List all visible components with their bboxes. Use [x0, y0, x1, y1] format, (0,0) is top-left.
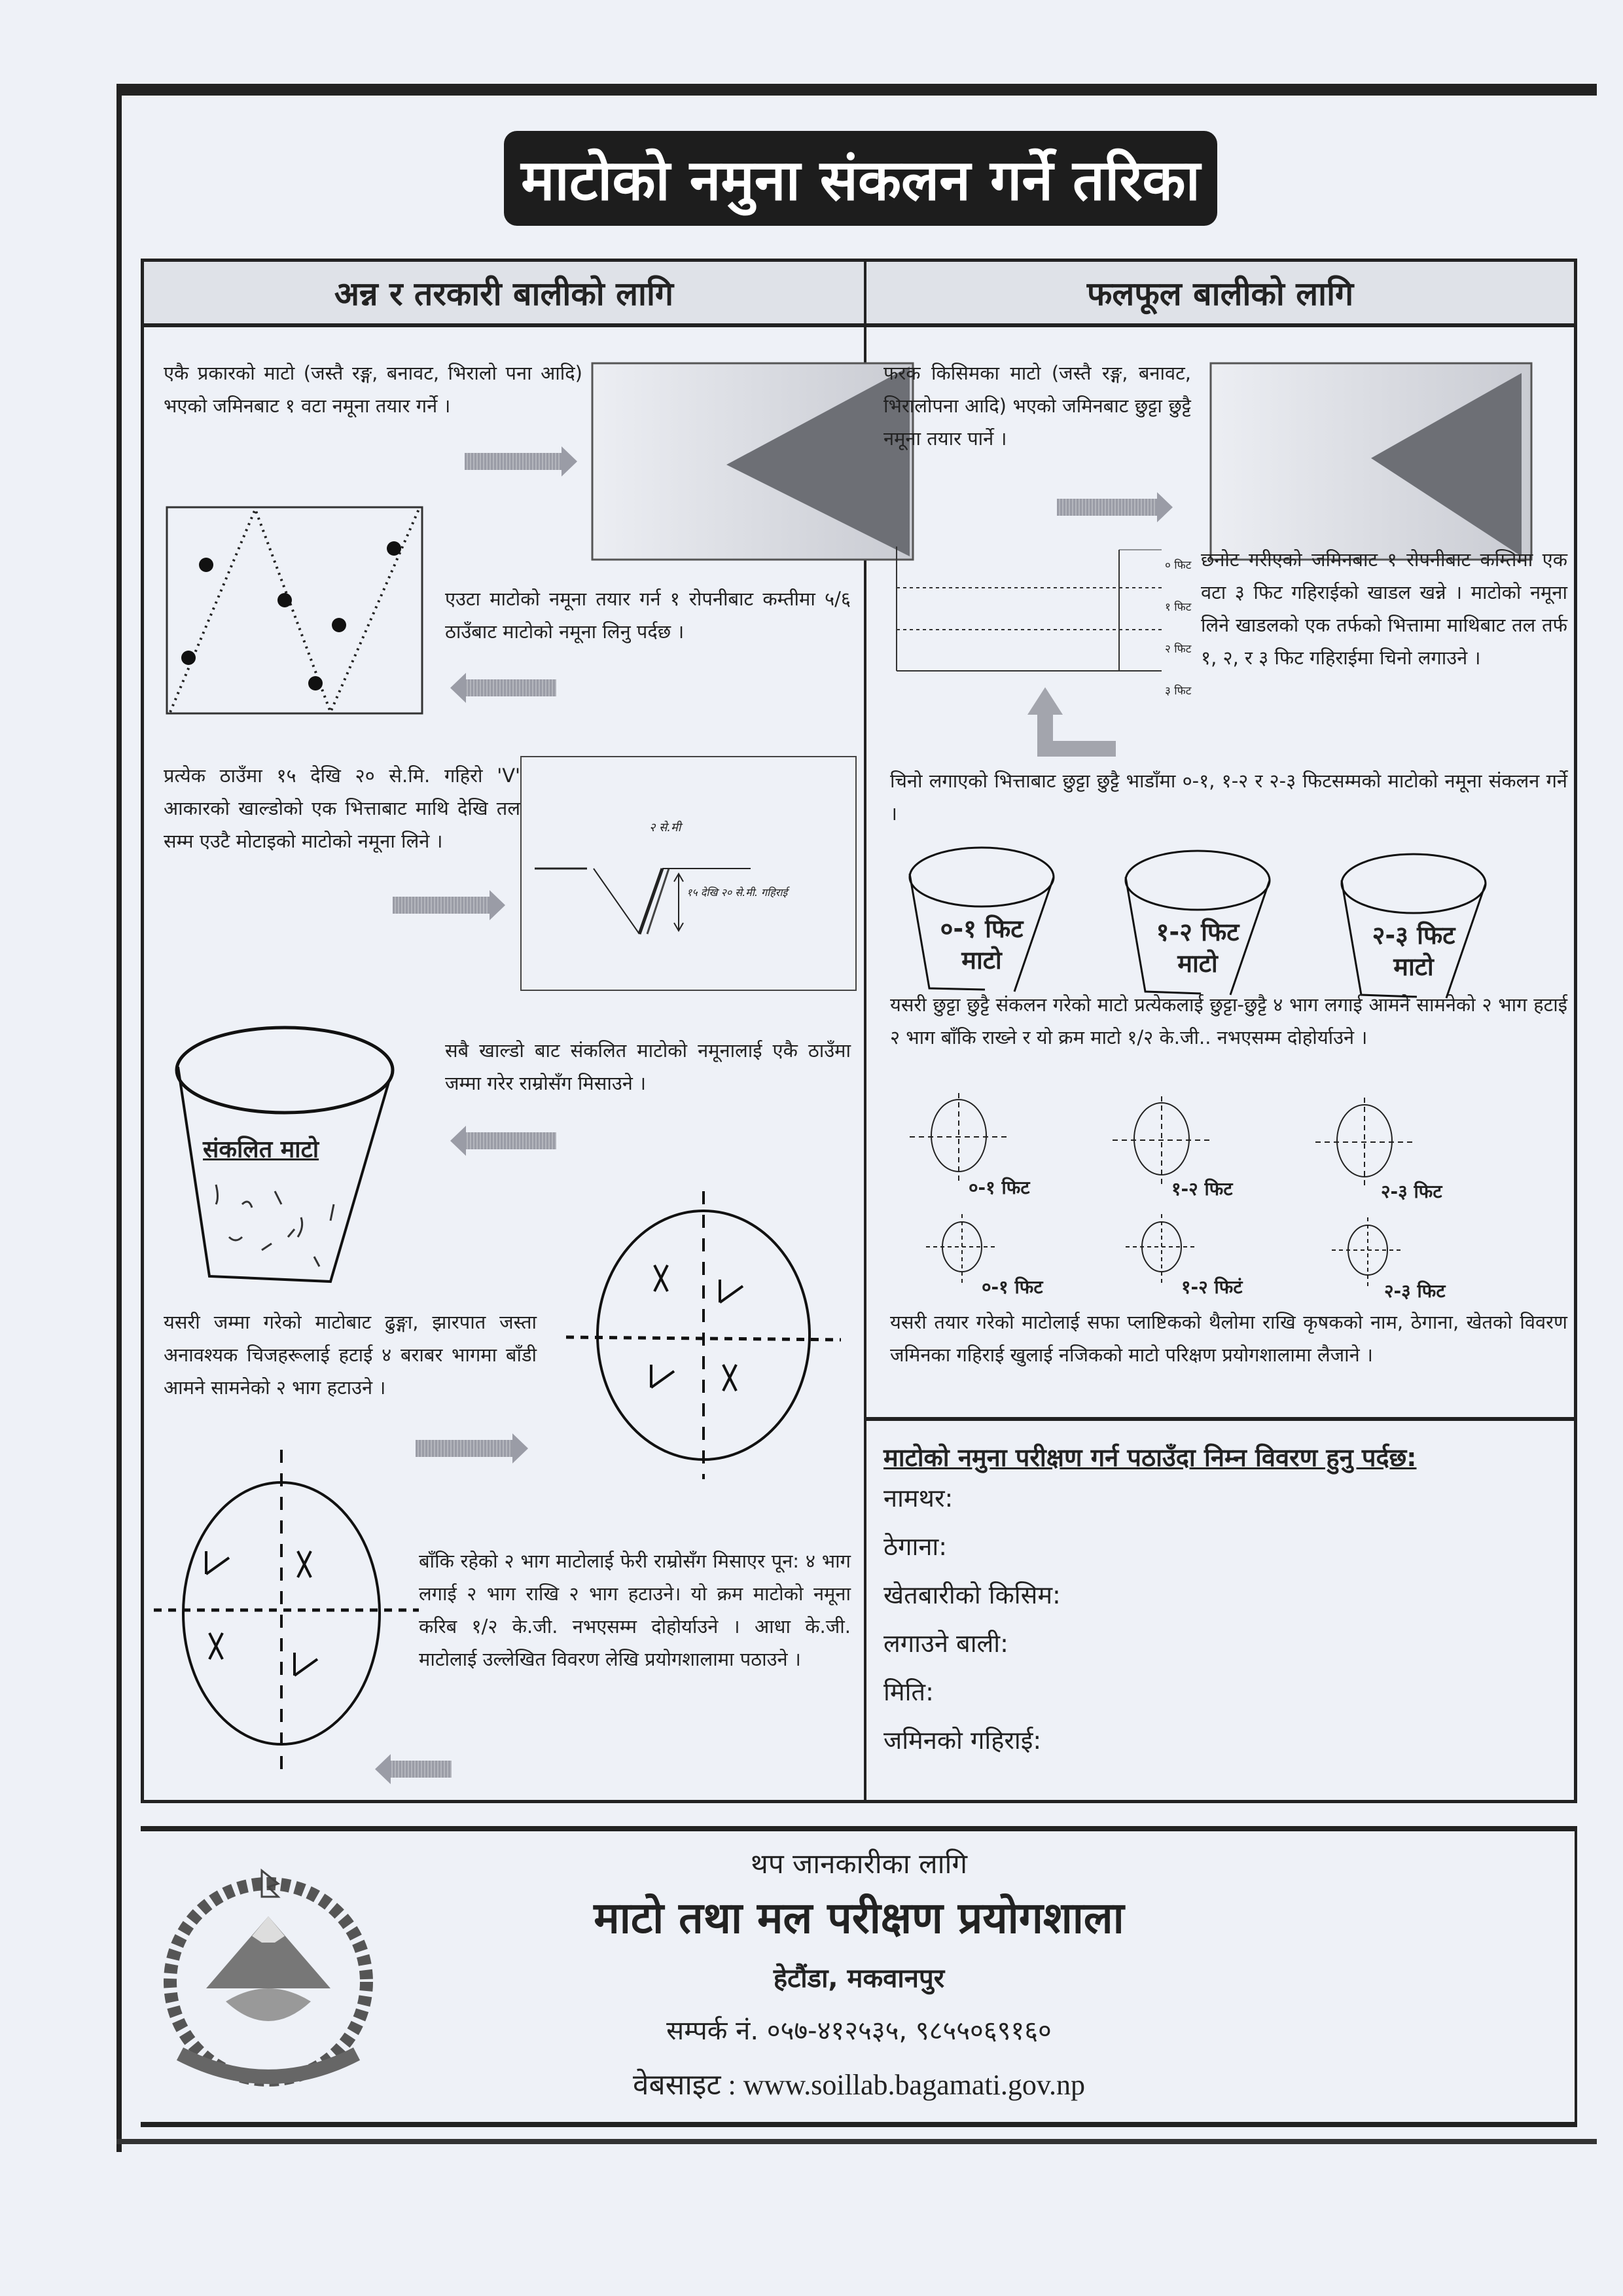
- bucket-label: संकलित माटो: [203, 1136, 319, 1163]
- field-address: ठेगाना:: [883, 1532, 948, 1561]
- field-date: मिति:: [883, 1677, 934, 1706]
- right-step-5: यसरी तयार गरेको माटोलाई सफा प्लाष्टिकको थैलोमा राखि कृषकको नाम, ठेगाना, खेतको विवरण जमिनका गहिराई खुलाई नजिकको माटो परिक्षण प्रयोगशालामा लैजाने ।: [890, 1311, 1567, 1366]
- depth-label-1: १ फिट: [1165, 601, 1192, 614]
- left-step-6: बाँकि रहेको २ भाग माटोलाई फेरी राम्रोसँग मिसाएर पून: ४ भाग लगाई २ भाग राखि २ भाग हटाउने। यो क्रम माटोको नमूना करिब १/२ के.जी. नभएसम्म दोहोर्याउने । आधा के.जी. माटोलाई उल्लेखित विवरण लेखि प्रयोगशालामा पठाउने ।: [419, 1550, 851, 1670]
- v-notch-depth-label: १५ देखि २० से.मी. गहिराई: [687, 886, 788, 899]
- quarter-label: २-३ फिट: [1384, 1280, 1446, 1302]
- field-land-type: खेतबारीको किसिम:: [883, 1581, 1061, 1609]
- main-panel: [141, 259, 1577, 1803]
- pit-depth-labels: [1165, 545, 1191, 712]
- arrow-right-icon: [1057, 499, 1158, 516]
- cup-word: माटो: [1393, 952, 1434, 981]
- left-step-2: एउटा माटोको नमूना तयार गर्न १ रोपनीबाट कम्तीमा ५/६ ठाउँबाट माटोको नमूना लिनु पर्दछ ।: [445, 588, 851, 643]
- page-title: माटोको नमुना संकलन गर्ने तरिका: [504, 131, 1217, 226]
- cup-2-3: [1348, 920, 1479, 982]
- arrow-left-icon: [389, 1761, 452, 1778]
- form-title: माटोको नमुना परीक्षण गर्न पठाउँदा निम्न विवरण हुनु पर्दछ:: [883, 1443, 1417, 1472]
- sample-point: [277, 593, 292, 607]
- arrow-left-icon: [465, 1132, 556, 1149]
- quarter-label: २-३ फिट: [1381, 1181, 1442, 1202]
- depth-label-3: ३ फिट: [1165, 685, 1192, 698]
- cup-range: २-३ फिट: [1372, 921, 1455, 950]
- quarter-label: १-२ फिटं: [1181, 1276, 1243, 1298]
- sample-point: [308, 676, 323, 691]
- arrow-up-icon: [1027, 687, 1119, 759]
- cup-1-2: [1132, 916, 1263, 979]
- lab-website[interactable]: वेबसाइट : www.soillab.bagamati.gov.np: [633, 2069, 1085, 2101]
- zigzag-sampling-diagram: [164, 504, 425, 720]
- right-step-3: चिनो लगाएको भित्ताबाट छुट्टा छुट्टै भाडाँमा ०-१, १-२ र २-३ फिटसम्मको माटोको नमूना संकलन गर्ने ।: [890, 770, 1567, 825]
- sample-point: [181, 651, 196, 665]
- left-step-3: प्रत्येक ठाउँमा १५ देखि २० से.मि. गहिरो 'V' आकारको खाल्डोको एक भित्ताबाट माथि देखि तल सम्म एउटै मोटाइको माटोको नमूना लिने ।: [164, 764, 520, 852]
- quartering-diagram-repeat: [151, 1446, 425, 1774]
- v-notch-width-label: २ से.मी: [649, 821, 681, 834]
- field-depth: जमिनको गहिराई:: [883, 1726, 1042, 1755]
- quarter-label: ०-१ फिट: [969, 1177, 1030, 1198]
- sample-point: [387, 541, 401, 556]
- sample-point: [332, 618, 346, 632]
- cup-word: माटो: [1177, 949, 1218, 978]
- depth-label-2: २ फिट: [1165, 643, 1192, 656]
- arrow-right-icon: [416, 1440, 514, 1457]
- field-triangle-image: [589, 360, 916, 569]
- page-frame-bottom: [116, 2139, 1597, 2144]
- sample-point: [199, 558, 213, 572]
- cup-word: माटो: [961, 946, 1002, 975]
- right-step-4: यसरी छुट्टा छुट्टै संकलन गरेको माटो प्रत्येकलाई छुट्टा-छुट्टै ४ भाग लगाई आमने सामनेको २ भाग हटाई २ भाग बाँकि राख्ने र यो क्रम माटो १/२ के.जी.. नभएसम्म दोहोर्याउने ।: [890, 994, 1567, 1049]
- footer: [141, 1826, 1577, 2127]
- v-notch-diagram: [520, 756, 857, 991]
- quartering-diagram-large: [563, 1188, 844, 1482]
- quarter-label: १-२ फिट: [1171, 1178, 1233, 1200]
- arrow-right-icon: [393, 897, 491, 914]
- arrow-left-icon: [465, 679, 556, 696]
- field-crop: लगाउने बाली:: [883, 1629, 1008, 1658]
- left-step-5: यसरी जम्मा गरेको माटोबाट ढुङ्गा, झारपात जस्ता अनावश्यक चिजहरूलाई हटाई ४ बराबर भागमा बाँडी आमने सामनेको २ भाग हटाउने ।: [164, 1311, 537, 1399]
- arrow-right-icon: [465, 453, 563, 470]
- right-step-2: छनोट गरीएको जमिनबाट १ रोपनीबाट कम्तिमा एक वटा ३ फिट गहिराईको खाडल खन्ने । माटोको नमूना लिने खाडलको एक तर्फको भित्तामा माथिबाट तल तर्फ १, २, र ३ फिट गहिराईमा चिनो लगाउने ।: [1201, 548, 1567, 669]
- lab-location: हेटौंडा, मकवानपुर: [773, 1964, 945, 1994]
- depth-label-0: ० फिट: [1165, 559, 1192, 572]
- field-triangle-image: [1207, 360, 1535, 569]
- right-column-header: फलफूल बालीको लागि: [866, 262, 1574, 327]
- field-name: नामथर:: [883, 1484, 954, 1513]
- depth-cups: [903, 844, 1558, 1001]
- form-divider: [866, 1417, 1574, 1421]
- left-column-header: अन्न र तरकारी बालीको लागि: [144, 262, 864, 327]
- lab-contact: सम्पर्क नं. ०५७-४१२५३५, ९८५५०६९१६०: [666, 2016, 1052, 2046]
- cup-range: १-२ फिट: [1156, 918, 1240, 946]
- pit-depth-diagram: [893, 543, 1168, 700]
- left-step-4: सबै खाल्डो बाट संकलित माटोको नमूनालाई एकै ठाउँमा जम्मा गरेर राम्रोसँग मिसाउने ।: [445, 1039, 851, 1094]
- cup-range: ०-१ फिट: [940, 914, 1024, 943]
- footer-intro: थप जानकारीका लागि: [751, 1848, 967, 1880]
- left-step-1: एकै प्रकारको माटो (जस्तै रङ्ग, बनावट, भिरालो पना आदि) भएको जमिनबाट १ वटा नमूना तयार गर्ने ।: [164, 362, 582, 417]
- lab-name: माटो तथा मल परीक्षण प्रयोगशाला: [594, 1893, 1124, 1943]
- quartering-small-grid: [897, 1090, 1571, 1312]
- cup-0-1: [916, 913, 1047, 976]
- sample-details-form: [883, 1440, 1571, 1765]
- right-step-1: फरक किसिमका माटो (जस्तै रङ्ग, बनावट, भिरालोपना आदि) भएको जमिनबाट छुट्टा छुट्टै नमूना तयार पार्ने ।: [883, 362, 1191, 450]
- quarter-label: ०-१ फिट: [982, 1276, 1043, 1298]
